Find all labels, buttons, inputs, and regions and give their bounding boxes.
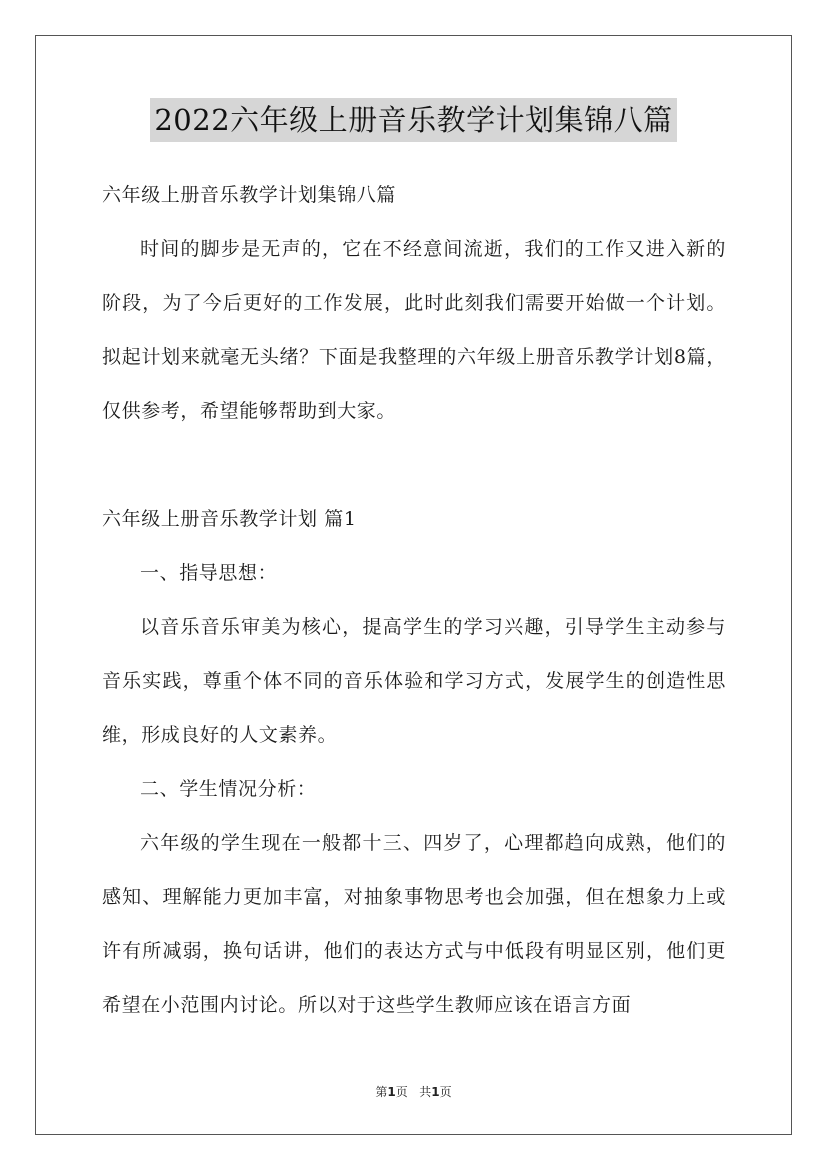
heading-guiding-thought: 一、指导思想：: [140, 562, 278, 584]
page-number: 1: [387, 1085, 396, 1099]
guiding-thought-paragraph: 以音乐音乐审美为核心，提高学生的学习兴趣，引导学生主动参与音乐实践，尊重个体不同的音乐体验和学习方式，发展学生的创造性思维，形成良好的人文素养。: [102, 616, 726, 746]
total-label-prefix: 共: [419, 1085, 432, 1099]
page-footer: [0, 1083, 827, 1100]
page-label-suffix: 页: [395, 1085, 408, 1099]
section-spacer: [102, 438, 726, 492]
page-label-prefix: 第: [375, 1085, 388, 1099]
document-title: 2022六年级上册音乐教学计划集锦八篇: [150, 98, 676, 142]
intro-paragraph: 时间的脚步是无声的，它在不经意间流逝，我们的工作又进入新的阶段，为了今后更好的工作发展，此时此刻我们需要开始做一个计划。拟起计划来就毫无头绪？下面是我整理的六年级上册音乐教学计划8篇，仅供参考，希望能够帮助到大家。: [102, 238, 726, 422]
section-heading: 六年级上册音乐教学计划 篇1: [102, 508, 357, 530]
document-body: [102, 168, 726, 1032]
title-container: [0, 98, 827, 142]
heading-student-analysis: 二、学生情况分析：: [140, 778, 317, 800]
total-label-suffix: 页: [439, 1085, 452, 1099]
student-analysis-paragraph: 六年级的学生现在一般都十三、四岁了，心理都趋向成熟，他们的感知、理解能力更加丰富，对抽象事物思考也会加强，但在想象力上或许有所减弱，换句话讲，他们的表达方式与中低段有明显区别，他们更希望在小范围内讨论。所以对于这些学生教师应该在语言方面: [102, 832, 726, 1016]
subtitle-paragraph: 六年级上册音乐教学计划集锦八篇: [102, 184, 397, 206]
total-pages: 1: [431, 1085, 440, 1099]
